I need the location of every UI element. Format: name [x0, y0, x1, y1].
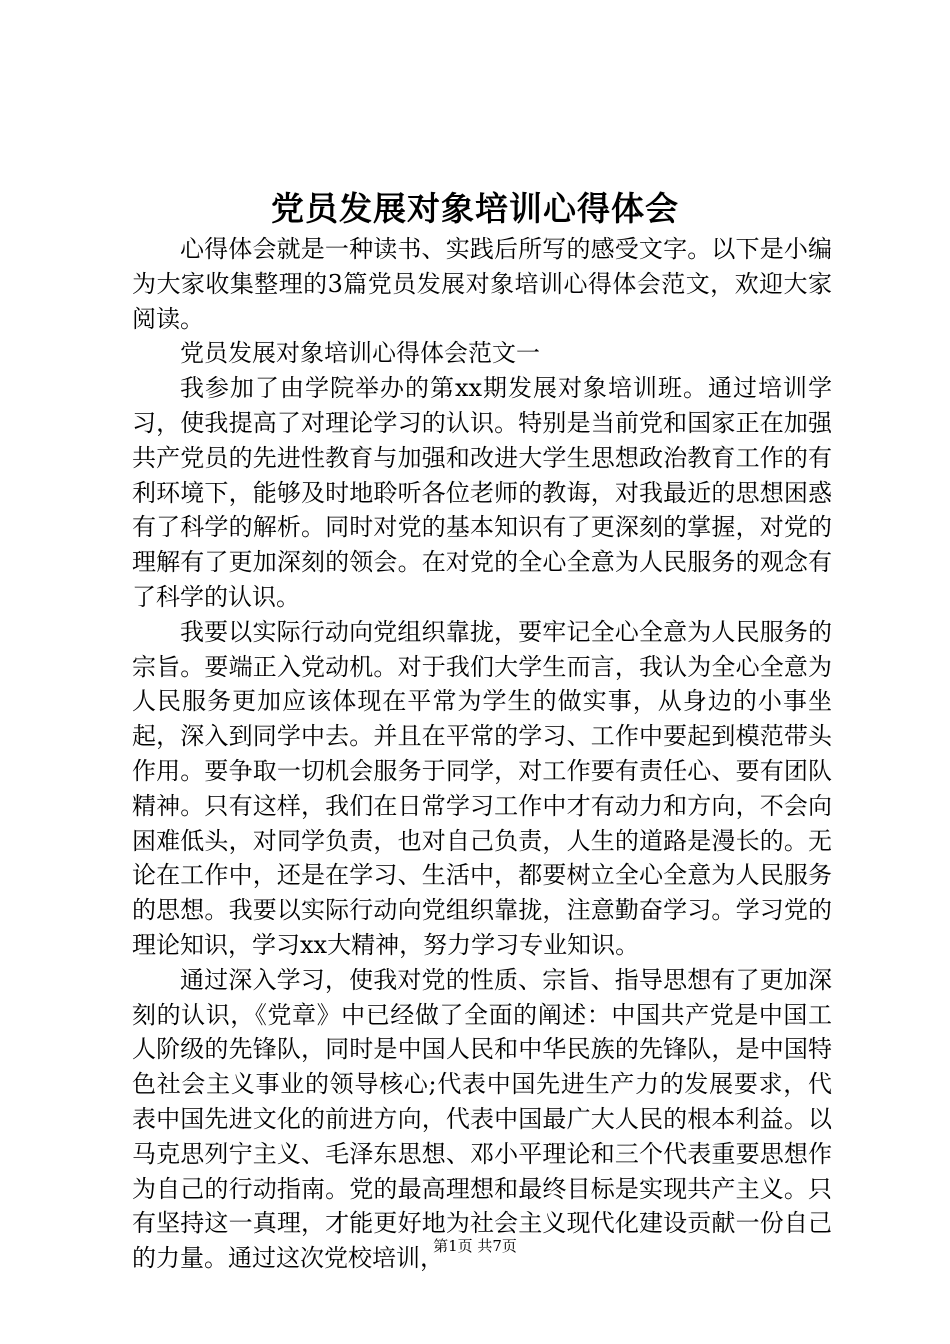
- body-paragraph-3: 通过深入学习，使我对党的性质、宗旨、指导思想有了更加深刻的认识，《党章》中已经做了全面的阐述：中国共产党是中国工人阶级的先锋队，同时是中国人民和中华民族的先锋队，是中国特色社会主义事业的领导核心;代表中国先进生产力的发展要求，代表中国先进文化的前进方向，代表中国最广大人民的根本利益。以马克思列宁主义、毛泽东思想、邓小平理论和三个代表重要思想作为自己的行动指南。党的最高理想和最终目标是实现共产主义。只有坚持这一真理，才能更好地为社会主义现代化建设贡献一份自己的力量。通过这次党校培训，: [132, 965, 832, 1273]
- intro-paragraph: 心得体会就是一种读书、实践后所写的感受文字。以下是小编为大家收集整理的3篇党员发展对象培训心得体会范文，欢迎大家阅读。: [132, 235, 832, 333]
- body-paragraph-1: 我参加了由学院举办的第xx期发展对象培训班。通过培训学习，使我提高了对理论学习的认识。特别是当前党和国家正在加强共产党员的先进性教育与加强和改进大学生思想政治教育工作的有利环境下，能够及时地聆听各位老师的教诲，对我最近的思想困惑有了科学的解析。同时对党的基本知识有了更深刻的掌握，对党的理解有了更加深刻的领会。在对党的全心全意为人民服务的观念有了科学的认识。: [132, 374, 832, 611]
- body-paragraph-2: 我要以实际行动向党组织靠拢，要牢记全心全意为人民服务的宗旨。要端正入党动机。对于我们大学生而言，我认为全心全意为人民服务更加应该体现在平常为学生的做实事，从身边的小事坐起，深入到同学中去。并且在平常的学习、工作中要起到模范带头作用。要争取一切机会服务于同学，对工作要有责任心、要有团队精神。只有这样，我们在日常学习工作中才有动力和方向，不会向困难低头，对同学负责，也对自己负责，人生的道路是漫长的。无论在工作中，还是在学习、生活中，都要树立全心全意为人民服务的思想。我要以实际行动向党组织靠拢，注意勤奋学习。学习党的理论知识，学习xx大精神，努力学习专业知识。: [132, 617, 832, 959]
- page-footer: 第1页 共7页: [433, 1237, 517, 1255]
- document-title: 党员发展对象培训心得体会: [271, 189, 679, 228]
- document-body: [132, 232, 832, 1276]
- section-heading: 党员发展对象培训心得体会范文一: [180, 339, 540, 368]
